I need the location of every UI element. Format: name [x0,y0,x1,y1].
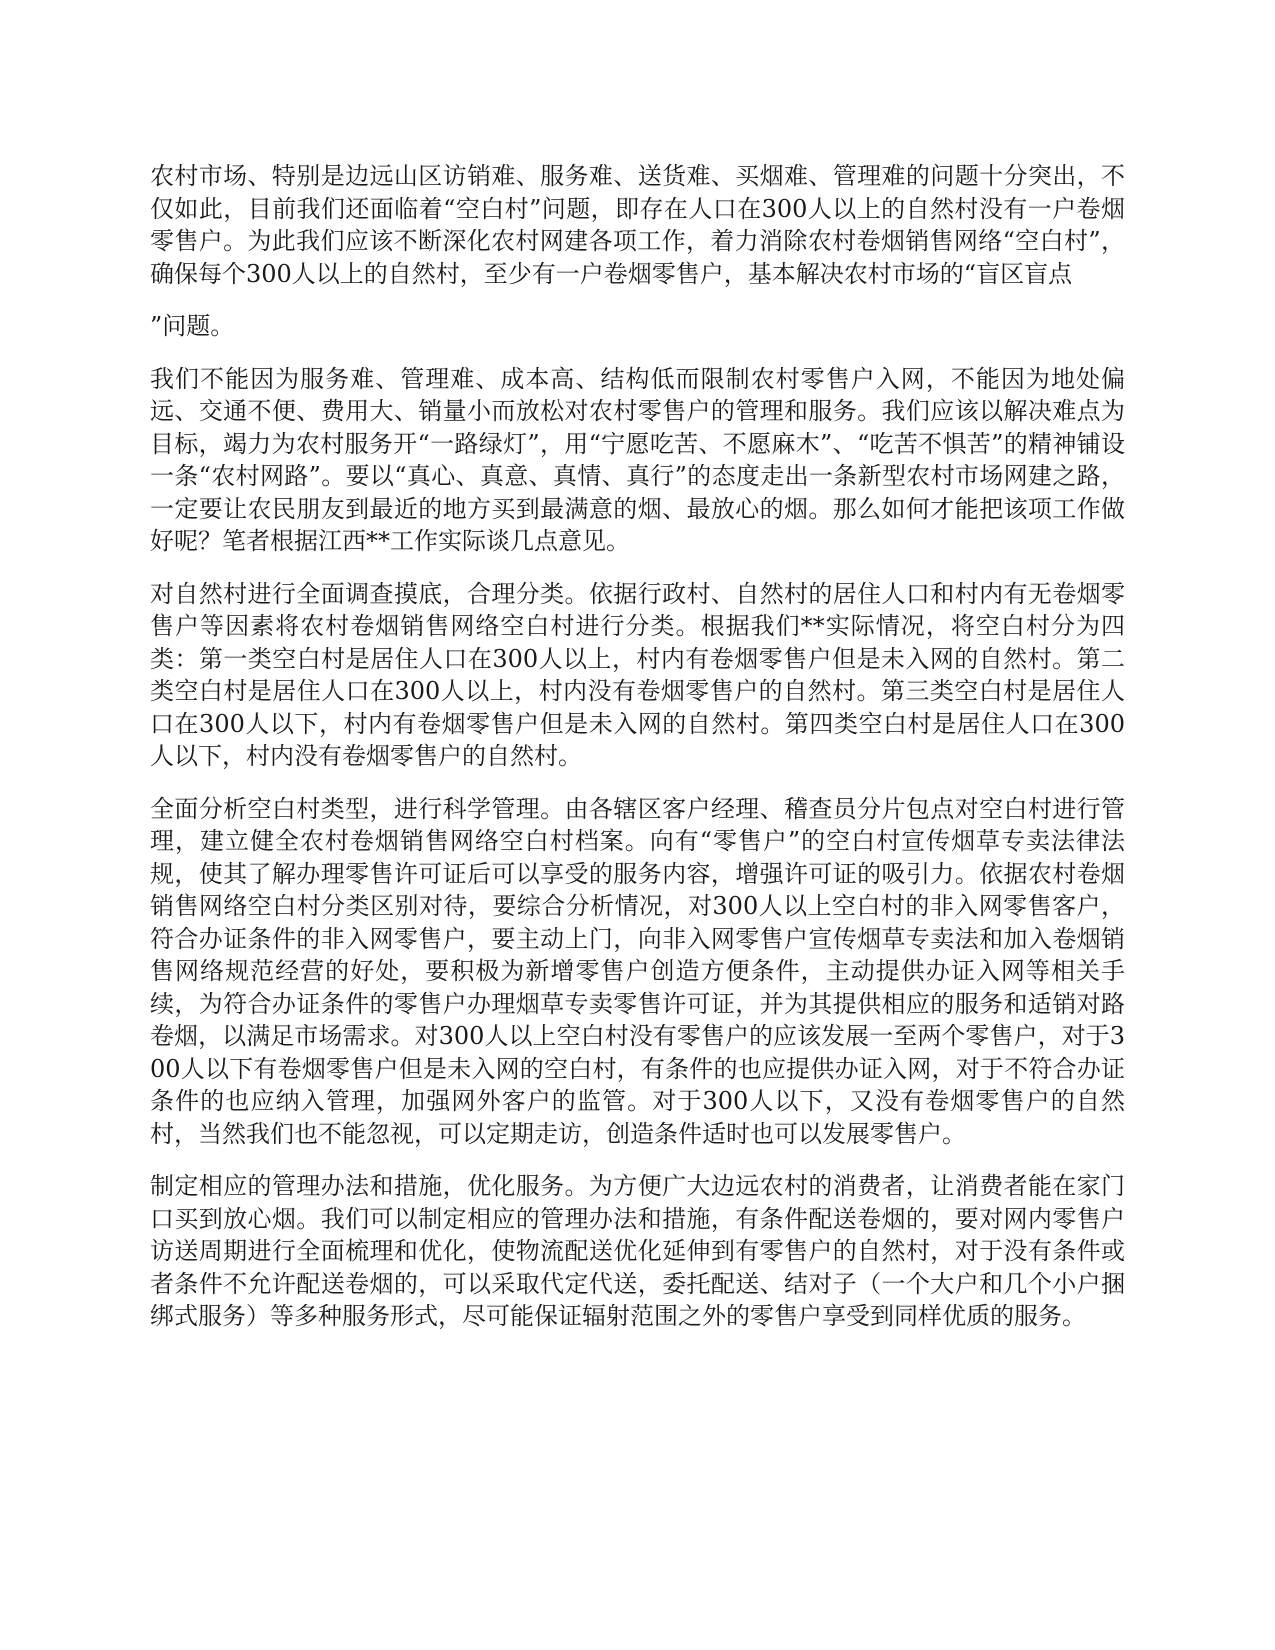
paragraph-service: 制定相应的管理办法和措施，优化服务。为方便广大边远农村的消费者，让消费者能在家门口买到放心烟。我们可以制定相应的管理办法和措施，有条件配送卷烟的，要对网内零售户访送周期进行全面梳理和优化，使物流配送优化延伸到有零售户的自然村，对于没有条件或者条件不允许配送卷烟的，可以采取代定代送，委托配送、结对子（一个大户和几个小户捆绑式服务）等多种服务形式，尽可能保证辐射范围之外的零售户享受到同样优质的服务。 [150,1172,1125,1330]
paragraph-classification: 对自然村进行全面调查摸底，合理分类。依据行政村、自然村的居住人口和村内有无卷烟零售户等因素将农村卷烟销售网络空白村进行分类。根据我们**实际情况，将空白村分为四类：第一类空白村是居住人口在300人以上，村内有卷烟零售户但是未入网的自然村。第二类空白村是居住人口在300人以上，村内没有卷烟零售户的自然村。第三类空白村是居住人口在300人以下，村内有卷烟零售户但是未入网的自然村。第四类空白村是居住人口在300人以下，村内没有卷烟零售户的自然村。 [150,579,1125,770]
paragraph-management: 全面分析空白村类型，进行科学管理。由各辖区客户经理、稽查员分片包点对空白村进行管理，建立健全农村卷烟销售网络空白村档案。向有“零售户”的空白村宣传烟草专卖法律法规，使其了解办理零售许可证后可以享受的服务内容，增强许可证的吸引力。依据农村卷烟销售网络空白村分类区别对待，要综合分析情况，对300人以上空白村的非入网零售客户，符合办证条件的非入网零售户，要主动上门，向非入网零售户宣传烟草专卖法和加入卷烟销售网络规范经营的好处，要积极为新增零售户创造方便条件，主动提供办证入网等相关手续，为符合办证条件的零售户办理烟草专卖零售许可证，并为其提供相应的服务和适销对路卷烟，以满足市场需求。对300人以上空白村没有零售户的应该发展一至两个零售户，对于300人以下有卷烟零售户但是未入网的空白村，有条件的也应提供办证入网，对于不符合办证条件的也应纳入管理，加强网外客户的监管。对于300人以下，又没有卷烟零售户的自然村，当然我们也不能忽视，可以定期走访，创造条件适时也可以发展零售户。 [150,794,1125,1148]
document-body [150,160,1125,1353]
paragraph-intro: 农村市场、特别是边远山区访销难、服务难、送货难、买烟难、管理难的问题十分突出，不仅如此，目前我们还面临着“空白村”问题，即存在人口在300人以上的自然村没有一户卷烟零售户。为此我们应该不断深化农村网建各项工作，着力消除农村卷烟销售网络“空白村”，确保每个300人以上的自然村，至少有一户卷烟零售户，基本解决农村市场的“盲区盲点 [150,162,1125,288]
paragraph-intro-continuation: ”问题。 [150,312,235,340]
paragraph-approach: 我们不能因为服务难、管理难、成本高、结构低而限制农村零售户入网，不能因为地处偏远、交通不便、费用大、销量小而放松对农村零售户的管理和服务。我们应该以解决难点为目标，竭力为农村服务开“一路绿灯”，用“宁愿吃苦、不愿麻木”、“吃苦不惧苦”的精神铺设一条“农村网路”。要以“真心、真意、真情、真行”的态度走出一条新型农村市场网建之路，一定要让农民朋友到最近的地方买到最满意的烟、最放心的烟。那么如何才能把该项工作做好呢？笔者根据江西**工作实际谈几点意见。 [150,364,1125,555]
